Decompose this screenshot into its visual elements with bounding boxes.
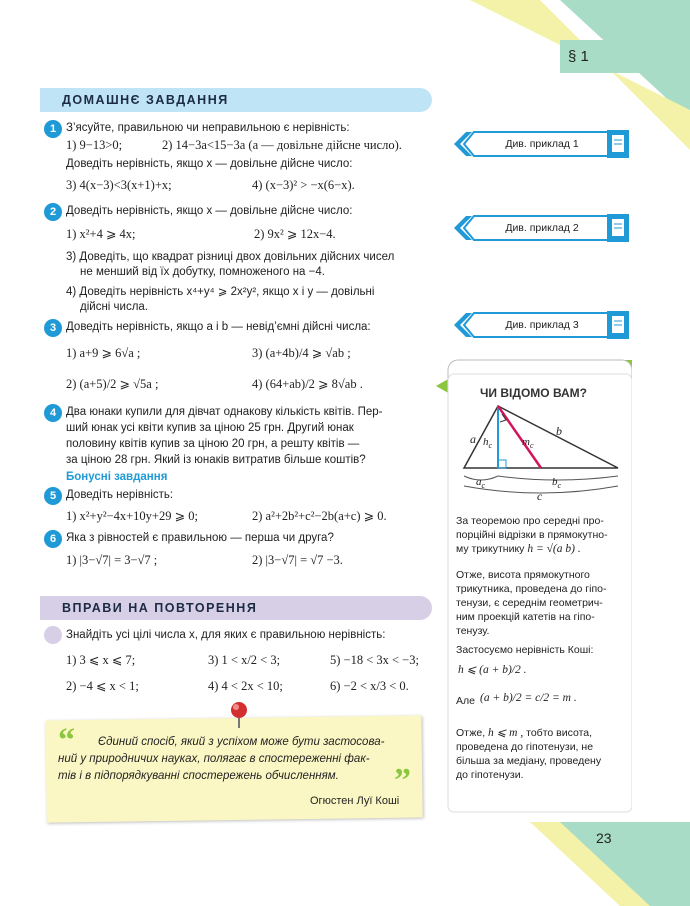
- text-line: до гіпотенузи.: [456, 769, 524, 781]
- task-text: Доведіть нерівність:: [66, 489, 174, 501]
- text-line: му трикутнику: [456, 543, 525, 555]
- task-3-item-3: 3) (a+4b)/4 ⩾ √ab ;: [252, 346, 351, 360]
- task-3-item-4: 4) (64+ab)/2 ⩾ 8√ab .: [252, 377, 363, 391]
- review-intro: Знайдіть усі цілі числа x, для яких є правильною нерівність:: [66, 629, 386, 641]
- quote-text: [58, 734, 418, 785]
- task-text: З’ясуйте, правильною чи неправильною є нерівність:: [66, 122, 350, 134]
- task-2-item-1: 1) x²+4 ⩾ 4x;: [66, 227, 136, 241]
- text-line: трикутника, проведена до гіпо-: [456, 583, 607, 595]
- task-2-item-4: 4) Доведіть нерівність x⁴+y⁴ ⩾ 2x²y², якщо x і y — довільні: [66, 286, 375, 298]
- task-2-item-4-cont: дійсні числа.: [80, 301, 149, 313]
- text-line: проведена до гіпотенузи, не: [456, 741, 594, 753]
- label-a: a: [470, 432, 476, 446]
- task-1: [44, 119, 444, 138]
- text-line: половину квітів купив за ціною 20 грн, а решту квітів —: [66, 438, 360, 450]
- task-6: [44, 529, 334, 548]
- task-3: [44, 318, 444, 337]
- task-4-text: [66, 404, 436, 468]
- review-item-3: 3) 1 < x/2 < 3;: [208, 653, 281, 667]
- task-6-item-1: 1) |3−√7| = 3−√7 ;: [66, 553, 158, 567]
- formula-h: h = √(a b) .: [527, 543, 581, 555]
- task-number: 6: [44, 530, 62, 548]
- task-number: 2: [44, 203, 62, 221]
- task-1-subintro: Доведіть нерівність, якщо x — довільне дійсне число:: [66, 158, 353, 170]
- review-item-6: 6) −2 < x/3 < 0.: [330, 679, 409, 693]
- dyk-paragraph-5: [456, 726, 626, 782]
- text-line: Отже, висота прямокутного: [456, 569, 590, 581]
- task-2-item-3-cont: не менший від їх добутку, помноженого на −4.: [80, 266, 325, 278]
- dyk-cauchy-intro: Застосуємо нерівність Коші:: [456, 644, 594, 656]
- task-number: 4: [44, 404, 62, 422]
- task-5-item-1: 1) x²+y²−4x+10y+29 ⩾ 0;: [66, 509, 198, 523]
- task-1-item-2: 2) 14−3a<15−3a (a — довільне дійсне число).: [162, 138, 402, 152]
- dyk-paragraph-2: [456, 568, 626, 638]
- section-number: § 1: [568, 48, 589, 65]
- task-2-item-3: 3) Доведіть, що квадрат різниці двох довільних дійсних чисел: [66, 251, 395, 263]
- review-item-4: 4) 4 < 2x < 10;: [208, 679, 283, 693]
- task-5-item-2: 2) a²+2b²+c²−2b(a+c) ⩾ 0.: [252, 509, 387, 523]
- task-text: Доведіть нерівність, якщо x — довільне дійсне число:: [66, 205, 353, 217]
- text-line: тобто висота,: [526, 727, 593, 739]
- task-1-item-3: 3) 4(x−3)<3(x+1)+x;: [66, 178, 172, 192]
- formula-conclusion: h ⩽ m ,: [488, 727, 524, 739]
- task-2: [44, 202, 444, 221]
- formula-median: (a + b)/2 = c/2 = m .: [480, 692, 577, 704]
- formula-cauchy: h ⩽ (a + b)/2 .: [458, 664, 527, 676]
- dyk-but: Але: [456, 695, 475, 707]
- label-c: c: [537, 489, 543, 503]
- task-number: 3: [44, 319, 62, 337]
- open-quote-icon: “: [58, 722, 75, 759]
- bonus-title: Бонусні завдання: [66, 471, 168, 483]
- quote-line: ний у природничих науках, полягає в спостереженні фак-: [58, 753, 370, 765]
- review-bullet: [44, 626, 62, 644]
- task-2-item-2: 2) 9x² ⩾ 12x−4.: [254, 227, 336, 241]
- review-header: ВПРАВИ НА ПОВТОРЕННЯ: [40, 596, 432, 620]
- task-number: 1: [44, 120, 62, 138]
- example-tab-3-label[interactable]: Див. приклад 3: [505, 319, 579, 331]
- label-ac: $a_c$: [476, 476, 486, 491]
- label-mc: $m_c$: [522, 436, 534, 451]
- page-number: 23: [596, 830, 612, 846]
- dyk-paragraph-1: [456, 514, 626, 556]
- homework-header: ДОМАШНЄ ЗАВДАННЯ: [40, 88, 432, 112]
- text-line: тенузи, є середнім геометрич-: [456, 597, 603, 609]
- label-b: b: [556, 424, 562, 438]
- task-number: 5: [44, 487, 62, 505]
- text-line: тенузу.: [456, 625, 490, 637]
- text-line: ший юнак усі квіти купив за ціною 25 грн. Другий юнак: [66, 422, 354, 434]
- task-3-item-1: 1) a+9 ⩾ 6√a ;: [66, 346, 141, 360]
- review-item-5: 5) −18 < 3x < −3;: [330, 653, 419, 667]
- task-text: Доведіть нерівність, якщо a і b — невід’ємні дійсні числа:: [66, 321, 371, 333]
- review-item-1: 1) 3 ⩽ x ⩽ 7;: [66, 653, 136, 667]
- text-line: ним проекцій катетів на гіпо-: [456, 611, 595, 623]
- example-tab-1-label[interactable]: Див. приклад 1: [505, 138, 579, 150]
- quote-line: Єдиний спосіб, який з успіхом може бути застосова-: [98, 736, 385, 748]
- text-line: за ціною 28 грн. Який із юнаків витратив більше коштів?: [66, 454, 366, 466]
- task-1-item-1: 1) 9−13>0;: [66, 138, 123, 152]
- task-6-item-2: 2) |3−√7| = √7 −3.: [252, 553, 343, 567]
- task-5: [44, 486, 174, 505]
- task-text: Яка з рівностей є правильною — перша чи друга?: [66, 532, 334, 544]
- example-tab-2-label[interactable]: Див. приклад 2: [505, 222, 579, 234]
- example-tabs: [452, 130, 632, 340]
- did-you-know-title: ЧИ ВІДОМО ВАМ?: [480, 386, 587, 400]
- quote-author: Огюстен Луї Коші: [310, 795, 400, 807]
- text-line: більша за медіану, проведену: [456, 755, 602, 767]
- pin-icon: [226, 700, 252, 730]
- text-line: Отже,: [456, 727, 486, 739]
- quote-line: тів і в підпорядкуванні спостережень обчисленням.: [58, 770, 339, 782]
- close-quote-icon: ”: [394, 762, 411, 799]
- text-line: Два юнаки купили для дівчат однакову кількість квітів. Пер-: [66, 406, 383, 418]
- text-line: [456, 726, 626, 740]
- task-1-item-4: 4) (x−3)² > −x(6−x).: [252, 178, 355, 192]
- text-line: За теоремою про середні про-: [456, 515, 604, 527]
- right-triangle-diagram: [458, 400, 628, 510]
- label-hc: $h_c$: [483, 436, 493, 451]
- label-bc: $b_c$: [552, 476, 562, 491]
- review-item-2: 2) −4 ⩽ x < 1;: [66, 679, 139, 693]
- text-line: порційні відрізки в прямокутно-: [456, 529, 608, 541]
- text-line: [456, 542, 626, 556]
- task-3-item-2: 2) (a+5)/2 ⩾ √5a ;: [66, 377, 159, 391]
